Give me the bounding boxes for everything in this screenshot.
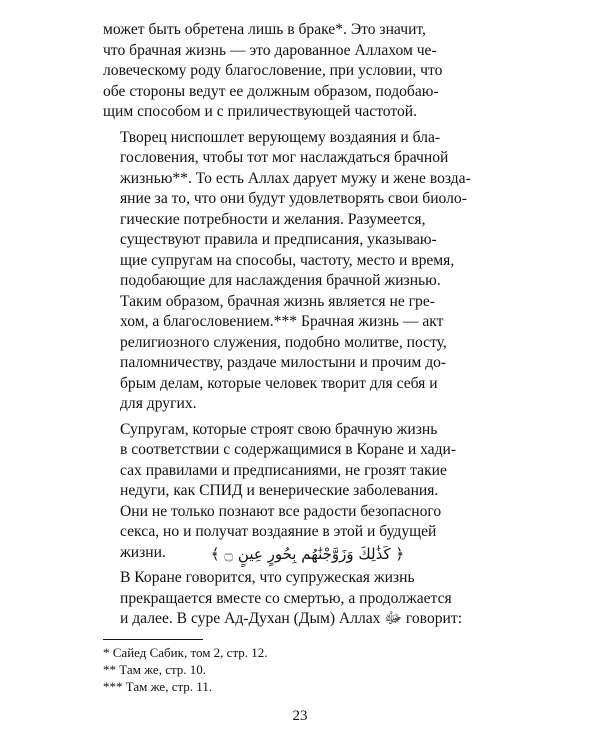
text-line: прекращается вместе со смертью, а продолжается xyxy=(120,589,452,607)
text-line: В Коране говорится, что супружеская жизнь xyxy=(120,569,415,586)
text-line: подобающие для наслаждения брачной жизнью. xyxy=(120,272,441,289)
text-line: что брачная жизнь — это дарованное Аллахом че- xyxy=(103,41,437,59)
text-line: и далее. В суре Ад-Духан (Дым) Аллах ﷻ говорит: xyxy=(120,610,463,627)
text-line: Супругам, которые строят свою брачную жизнь xyxy=(120,420,438,438)
text-line: сах правилами и предписаниями, не грозят такие xyxy=(120,461,447,479)
text-line: существуют правила и предписания, указываю- xyxy=(120,231,437,248)
text-line: обе стороны ведут ее должным образом, подобаю- xyxy=(103,82,439,100)
paragraph-1 xyxy=(103,20,503,123)
text-line: Они не только познают все радости безопасного xyxy=(120,502,442,520)
text-line: гические потребности и желания. Разумеется, xyxy=(120,210,426,228)
text-line: жизни. xyxy=(120,543,166,561)
footnote-1: * Сайед Сабик, том 2, стр. 12. xyxy=(103,645,268,660)
paragraph-2 xyxy=(103,128,503,415)
text-line: для других. xyxy=(120,395,197,412)
text-line: брым делам, которые человек творит для себя и xyxy=(120,374,438,392)
paragraph-3 xyxy=(103,420,503,564)
footnote-3: *** Там же, стр. 11. xyxy=(103,679,213,694)
paragraph-4 xyxy=(103,568,503,630)
footnotes xyxy=(103,644,403,695)
text-line: может быть обретена лишь в браке*. Это значит, xyxy=(103,21,426,38)
text-line: секса, но и получат воздаяние в этой и будущей xyxy=(120,523,437,540)
quran-verse: ﴿ كَذَٰلِكَ وَزَوَّجْنَٰهُم بِحُورٍ عِينٍ ۝ ﴾ xyxy=(210,545,405,563)
text-line: Таким образом, брачная жизнь является не гре- xyxy=(120,292,435,310)
footnote-divider xyxy=(103,639,203,640)
text-line: хом, а благословением.*** Брачная жизнь — акт xyxy=(120,313,444,330)
text-line: щим способом и с приличествующей частотой. xyxy=(103,103,418,120)
main-text xyxy=(103,20,503,635)
text-line: в соответствии с содержащимися в Коране и хади- xyxy=(120,441,457,458)
footnote-2: ** Там же, стр. 10. xyxy=(103,662,207,677)
page-number: 23 xyxy=(292,708,308,724)
text-line: паломничеству, раздаче милостыни и прочим до- xyxy=(120,354,447,371)
text-line: яние за то, что они будут удовлетворять свои биоло- xyxy=(120,190,467,207)
text-line: ловеческому роду благословение, при условии, что xyxy=(103,62,443,79)
text-line: недуги, как СПИД и венерические заболевания. xyxy=(120,482,439,499)
text-line: щие супругам на способы, частоту, место и время, xyxy=(120,251,455,269)
text-line: Творец ниспошлет верующему воздаяния и бла- xyxy=(120,128,441,146)
text-line: жизнью**. То есть Аллах дарует мужу и жене возда- xyxy=(120,169,471,187)
text-line: религиозного служения, подобно молитве, посту, xyxy=(120,333,447,351)
text-line: гословения, чтобы тот мог наслаждаться брачной xyxy=(120,149,449,166)
